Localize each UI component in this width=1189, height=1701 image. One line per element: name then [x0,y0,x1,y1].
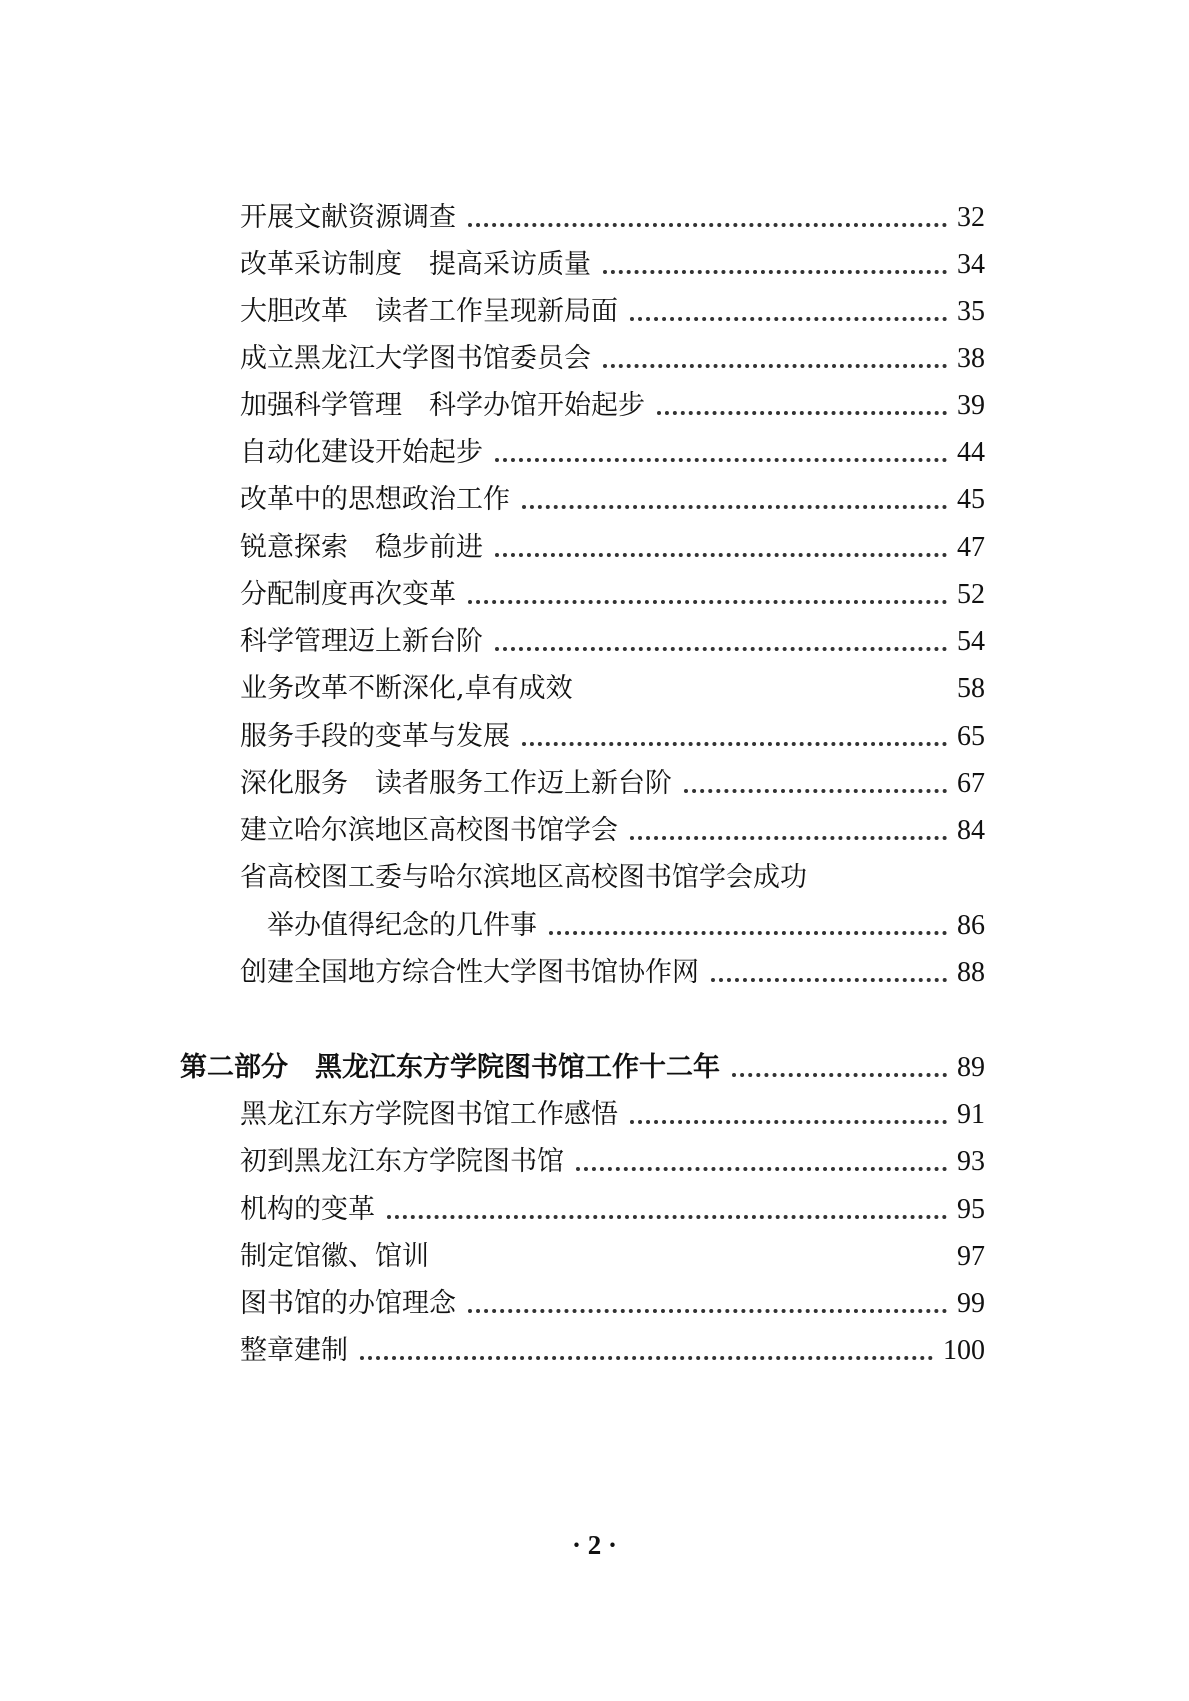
toc-entry-page: 44 [957,437,985,468]
leader-dots [495,458,947,462]
toc-entry-title: 机构的变革 [240,1194,375,1225]
leader-dots [387,1215,947,1219]
toc-entry [240,433,985,473]
toc-entry-title: 举办值得纪念的几件事 [267,910,537,941]
toc-entry [240,622,985,662]
toc-entry [240,1331,985,1371]
toc-entry-page: 38 [957,343,985,374]
leader-dots [522,742,947,746]
toc-entry-page: 65 [957,721,985,752]
toc-entry [240,575,985,615]
toc-entry [240,717,985,757]
toc-entry-title: 改革中的思想政治工作 [240,484,510,515]
leader-dots [630,317,947,321]
toc-entry-page: 88 [957,957,985,988]
toc-entry-title: 加强科学管理 科学办馆开始起步 [240,390,645,421]
leader-dots [603,270,947,274]
toc-entry [240,245,985,285]
leader-dots [495,553,947,557]
toc-entry-page: 93 [957,1146,985,1177]
toc-entry-page: 67 [957,768,985,799]
toc-entry [240,1190,985,1230]
toc-entry-page: 95 [957,1194,985,1225]
toc-entry [240,811,985,851]
toc-entry-page: 84 [957,815,985,846]
leader-dots [441,1262,947,1266]
toc-entry-title: 自动化建设开始起步 [240,437,483,468]
toc-entry-page: 45 [957,484,985,515]
toc-entry [240,1237,985,1277]
toc-entry [240,764,985,804]
leader-dots [495,647,947,651]
toc-entry [240,953,985,993]
toc-entry-title: 图书馆的办馆理念 [240,1288,456,1319]
toc-entry-title: 成立黑龙江大学图书馆委员会 [240,343,591,374]
leader-dots [468,600,947,604]
toc-entry-title: 锐意探索 稳步前进 [240,532,483,563]
toc-entry-page: 47 [957,532,985,563]
toc-entry-title: 初到黑龙江东方学院图书馆 [240,1146,564,1177]
leader-dots [603,364,947,368]
leader-dots [360,1356,933,1360]
toc-entry-title: 改革采访制度 提高采访质量 [240,249,591,280]
toc-entry-page: 54 [957,626,985,657]
toc-entry-title: 建立哈尔滨地区高校图书馆学会 [240,815,618,846]
leader-dots [657,411,947,415]
toc-entry-title: 科学管理迈上新台阶 [240,626,483,657]
toc-entry [240,386,985,426]
toc-entry [240,480,985,520]
leader-dots [576,1167,947,1171]
toc-entry [240,858,985,898]
toc-entry-title: 省高校图工委与哈尔滨地区高校图书馆学会成功 [240,862,807,893]
toc-entry-page: 89 [957,1052,985,1083]
toc-section-title: 第二部分 黑龙江东方学院图书馆工作十二年 [180,1052,720,1083]
toc-entry-title: 创建全国地方综合性大学图书馆协作网 [240,957,699,988]
toc-entry-page: 100 [943,1335,985,1366]
toc-entry [240,669,985,709]
leader-dots [732,1073,947,1077]
toc-entry-page: 39 [957,390,985,421]
leader-dots [468,223,947,227]
leader-dots [468,1309,947,1313]
leader-dots [684,789,947,793]
leader-dots [630,836,947,840]
toc-entry-title: 业务改革不断深化,卓有成效 [240,673,573,704]
toc-entry-page: 52 [957,579,985,610]
toc-entry-page: 86 [957,910,985,941]
toc-entry [240,292,985,332]
toc-entry-page: 91 [957,1099,985,1130]
toc-entry [240,1284,985,1324]
toc-entry-page: 58 [957,673,985,704]
toc-entry-title: 服务手段的变革与发展 [240,721,510,752]
toc-entry [240,528,985,568]
toc-entry [240,339,985,379]
page-number: · 2 · [571,1530,617,1560]
leader-dots [585,694,947,698]
toc-entry [240,198,985,238]
toc-entry-title: 整章建制 [240,1335,348,1366]
toc-entry-page: 99 [957,1288,985,1319]
toc-entry-continuation [267,906,985,946]
toc-entry-title: 黑龙江东方学院图书馆工作感悟 [240,1099,618,1130]
toc-entry [240,1095,985,1135]
leader-dots [549,931,947,935]
leader-dots [711,978,947,982]
toc-entry-page: 34 [957,249,985,280]
toc-entry-title: 制定馆徽、馆训 [240,1241,429,1272]
toc-entry-page: 32 [957,202,985,233]
toc-section-heading [180,1048,985,1088]
leader-dots [522,505,947,509]
toc-entry-page: 97 [957,1241,985,1272]
toc-entry-page: 35 [957,296,985,327]
toc-entry-title: 开展文献资源调查 [240,202,456,233]
toc-entry [240,1142,985,1182]
leader-dots [630,1120,947,1124]
toc-entry-title: 大胆改革 读者工作呈现新局面 [240,296,618,327]
toc-entry-title: 深化服务 读者服务工作迈上新台阶 [240,768,672,799]
toc-entry-title: 分配制度再次变革 [240,579,456,610]
